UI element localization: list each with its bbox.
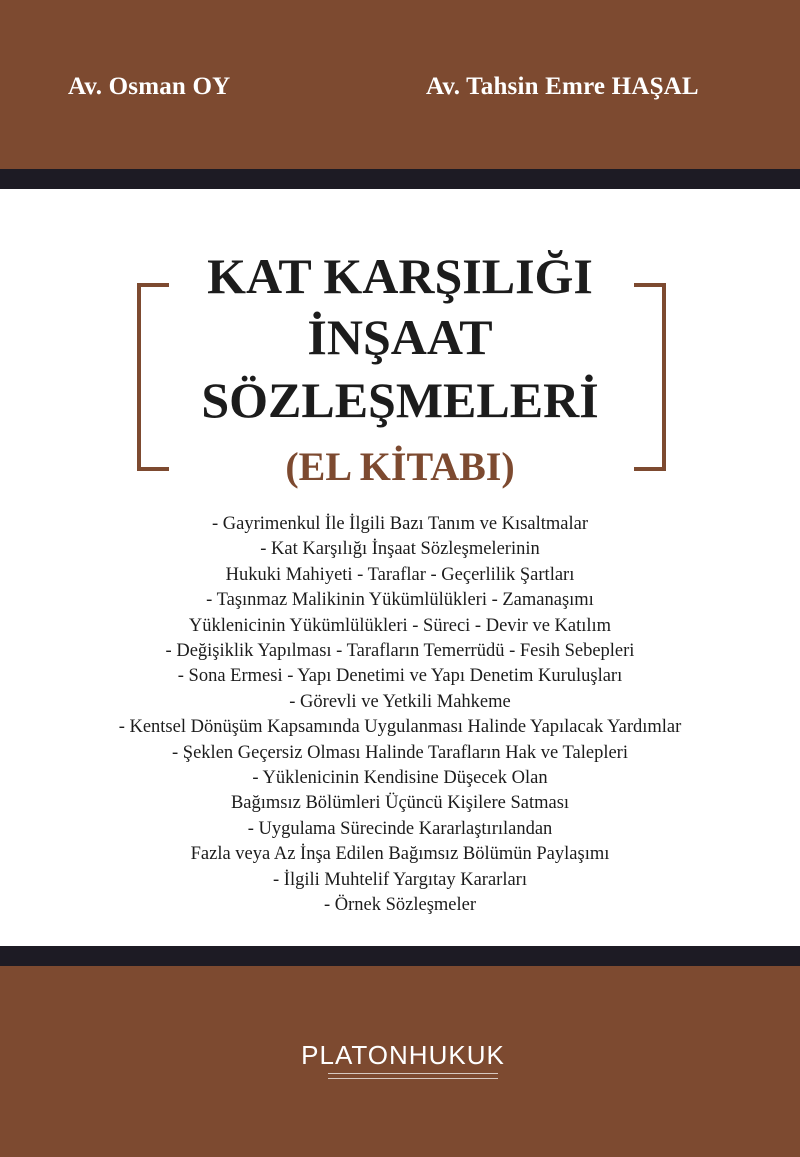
book-subtitle: (EL KİTABI) (285, 444, 515, 489)
topic-item: Bağımsız Bölümleri Üçüncü Kişilere Satması (230, 793, 570, 814)
topic-item: - Sona Ermesi - Yapı Denetimi ve Yapı Denetim Kuruluşları (177, 666, 623, 687)
logo-underline (328, 1073, 498, 1079)
topic-item: - Yüklenicinin Kendisine Düşecek Olan (252, 768, 548, 789)
topic-item: Fazla veya Az İnşa Edilen Bağımsız Bölümün Paylaşımı (190, 844, 610, 865)
title-line-2: İNŞAAT (307, 309, 493, 365)
topic-item: Hukuki Mahiyeti - Taraflar - Geçerlilik Şartları (225, 564, 575, 585)
topic-item: - Kat Karşılığı İnşaat Sözleşmelerinin (260, 539, 540, 560)
topic-item: - Görevli ve Yetkili Mahkeme (289, 691, 511, 712)
topic-item: - Örnek Sözleşmeler (323, 895, 477, 916)
publisher-name: PLATONHUKUK (301, 1040, 505, 1070)
bottom-divider-band (0, 946, 800, 966)
topic-item: - Şeklen Geçersiz Olması Halinde Tarafların Hak ve Talepleri (172, 742, 628, 763)
topic-item: - Taşınmaz Malikinin Yükümlülükleri - Zamanaşımı (206, 590, 594, 611)
topic-item: - Değişiklik Yapılması - Tarafların Temerrüdü - Fesih Sebepleri (165, 641, 635, 662)
topics-list (40, 512, 760, 919)
topic-item: - Kentsel Dönüşüm Kapsamında Uygulanması Halinde Yapılacak Yardımlar (118, 717, 682, 738)
topic-item: - İlgili Muhtelif Yargıtay Kararları (273, 869, 527, 890)
topic-item: Yüklenicinin Yükümlülükleri - Süreci - Devir ve Katılım (188, 615, 612, 636)
publisher-logo (288, 1040, 518, 1084)
topic-item: - Uygulama Sürecinde Kararlaştırılandan (247, 818, 553, 839)
author-1: Av. Osman OY (68, 73, 231, 100)
top-divider-band (0, 169, 800, 189)
author-2: Av. Tahsin Emre HAŞAL (426, 73, 699, 100)
title-line-1: KAT KARŞILIĞI (207, 248, 593, 304)
topic-item: - Gayrimenkul İle İlgili Bazı Tanım ve Kısaltmalar (212, 514, 588, 534)
title-line-3: SÖZLEŞMELERİ (201, 372, 599, 428)
